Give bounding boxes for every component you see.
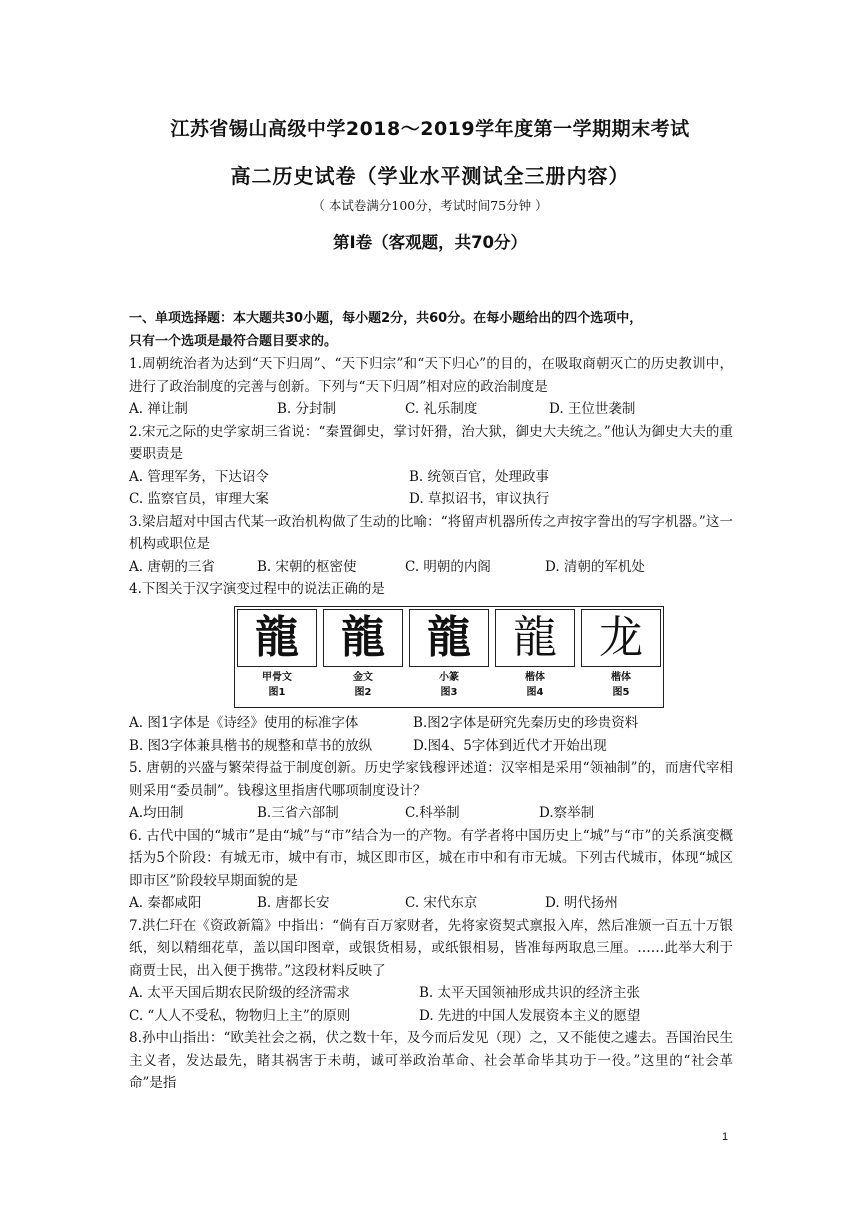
question-3 [129,511,733,579]
question-stem: 1.周朝统治者为达到“天下归周”、“天下归宗”和“天下归心”的目的，在吸取商朝灭亡的历史教训中，进行了政治制度的完善与创新。下列与“天下归周”相对应的政治制度是 [129,356,733,395]
question-stem: 8.孙中山指出：“欧美社会之祸，伏之数十年，及今而后发见（现）之，又不能使之遽去。吾国治民生主义者，发达最先，睹其祸害于未萌，诚可举政治革命、社会革命毕其功于一役。”这里的“社会革命”是指 [129,1030,733,1091]
figure-label: 甲骨文 [262,672,292,683]
questions-area-lower [129,712,733,1095]
question-4 [129,578,733,601]
page-number: 1 [722,1131,729,1143]
exam-school-title: 江苏省锡山高级中学2018～2019学年度第一学期期末考试 [170,118,690,140]
option-c[interactable]: C. 明朝的内阁 [405,558,491,575]
options-row [129,398,733,421]
option-d[interactable]: D. 明代扬州 [545,895,618,911]
option-c[interactable]: C.科举制 [405,805,460,821]
option-c[interactable]: C. 礼乐制度 [405,401,478,417]
option-b[interactable]: B. 统领百官，处理政事 [409,468,550,485]
question-stem: 7.洪仁玕在《资政新篇》中指出：“倘有百万家财者，先将家资契式禀报入库，然后准颁一百五十万银纸，刻以精细花草，盖以国印图章，或银货相易，或纸银相易，皆准每两取息三厘。……此举大利于商贾士民，出入便于携带。”这段材料反映了 [129,917,733,979]
figure-number: 图5 [612,687,630,698]
options-row [129,488,733,511]
option-d[interactable]: D. 王位世袭制 [549,401,636,417]
question-stem: 4.下图关于汉字演变过程中的说法正确的是 [129,581,385,597]
option-b[interactable]: B.图2字体是研究先秦历史的珍贵资料 [413,715,639,731]
option-b[interactable]: B. 分封制 [277,401,337,417]
option-c[interactable]: C. 监察官员，审理大案 [129,491,269,507]
question-stem: 5. 唐朝的兴盛与繁荣得益于制度创新。历史学家钱穆评述道：汉宰相是采用“领袖制”的，而唐代宰相则采用“委员制”。钱穆这里指唐代哪项制度设计？ [129,760,733,799]
bronze-script-glyph: 龍 [341,612,385,663]
figure-cell-2 [323,609,403,700]
option-a[interactable]: A. 秦都咸阳 [129,895,202,911]
option-c[interactable]: B. 图3字体兼具楷书的规整和草书的放纵 [129,737,373,754]
option-a[interactable]: A. 太平天国后期农民阶级的经济需求 [129,985,350,1001]
options-row [129,735,733,758]
figure-number: 图2 [354,687,372,698]
option-d[interactable]: D.察举制 [539,805,595,821]
option-c[interactable]: C. 宋代东京 [405,895,478,911]
question-stem: 3.梁启超对中国古代某一政治机构做了生动的比喻：“将留声机器所传之声按字誊出的写字机器。”这一机构或职位是 [129,513,733,552]
regular-script-glyph: 龍 [513,612,557,663]
options-row [129,982,733,1005]
question-stem: 6. 古代中国的“城市”是由“城”与“市”结合为一的产物。有学者将中国历史上“城”与“市”的关系演变概括为5个阶段：有城无市，城中有市，城区即市区，城在市中和有市无城。下列古代城市，体现“城区即市区”阶段较早期面貌的是 [129,827,733,889]
figure-label: 楷体 [611,672,631,683]
option-d[interactable]: D.图4、5字体到近代才开始出现 [413,737,607,754]
option-d[interactable]: D. 清朝的军机处 [545,558,645,575]
options-row [129,802,733,825]
option-b[interactable]: B.三省六部制 [257,805,339,821]
option-c[interactable]: C. “人人不受私，物物归上主”的原则 [129,1007,351,1024]
section-heading: 一、单项选择题：本大题共30小题，每小题2分，共60分。在每小题给出的四个选项中， 只有一个选项是最符合题目要求的。 [129,311,643,349]
figure-label: 金文 [353,672,373,683]
option-b[interactable]: B. 宋朝的枢密使 [257,558,357,575]
option-d[interactable]: D. 先进的中国人发展资本主义的愿望 [419,1007,641,1024]
question-6 [129,825,733,915]
question-7 [129,915,733,1028]
question-2 [129,421,733,511]
question-stem: 2.宋元之际的史学家胡三省说：“秦置御史，掌讨奸猾，治大狱，御史大夫统之。”他认为御史大夫的重要职责是 [129,423,733,462]
option-a[interactable]: A. 管理军务，下达诏令 [129,468,269,485]
questions-area [129,307,733,601]
question-5 [129,757,733,825]
figure-number: 图3 [440,687,458,698]
oracle-bone-glyph: 龍 [255,612,299,663]
question-4-options [129,712,733,757]
option-a[interactable]: A. 图1字体是《诗经》使用的标准字体 [129,715,359,731]
part-title: 第Ⅰ卷（客观题，共70分） [332,233,528,252]
options-row [129,556,733,579]
question-1 [129,353,733,421]
simplified-glyph: 龙 [599,612,643,663]
exam-note: （ 本试卷满分100分，考试时间75分钟 ） [312,198,548,213]
figure-label: 小篆 [439,672,459,683]
figure-number: 图4 [526,687,544,698]
figure-cell-4 [495,609,575,700]
options-row [129,892,733,915]
option-b[interactable]: B. 太平天国领袖形成共识的经济主张 [419,985,641,1001]
small-seal-glyph: 龍 [427,612,471,663]
figure-cell-3 [409,609,489,700]
options-row [129,466,733,489]
question-8 [129,1027,733,1095]
character-evolution-figure [234,606,664,708]
option-a[interactable]: A. 唐朝的三省 [129,558,215,575]
figure-cell-5 [581,609,661,700]
figure-number: 图1 [268,687,286,698]
option-a[interactable]: A. 禅让制 [129,401,188,417]
figure-label: 楷体 [525,672,545,683]
exam-paper-title: 高二历史试卷（学业水平测试全三册内容） [230,164,630,188]
option-b[interactable]: B. 唐都长安 [257,895,330,911]
option-a[interactable]: A.均田制 [129,805,184,821]
figure-cell-1 [237,609,317,700]
options-row [129,712,733,735]
option-d[interactable]: D. 草拟诏书，审议执行 [409,491,550,507]
options-row [129,1005,733,1028]
